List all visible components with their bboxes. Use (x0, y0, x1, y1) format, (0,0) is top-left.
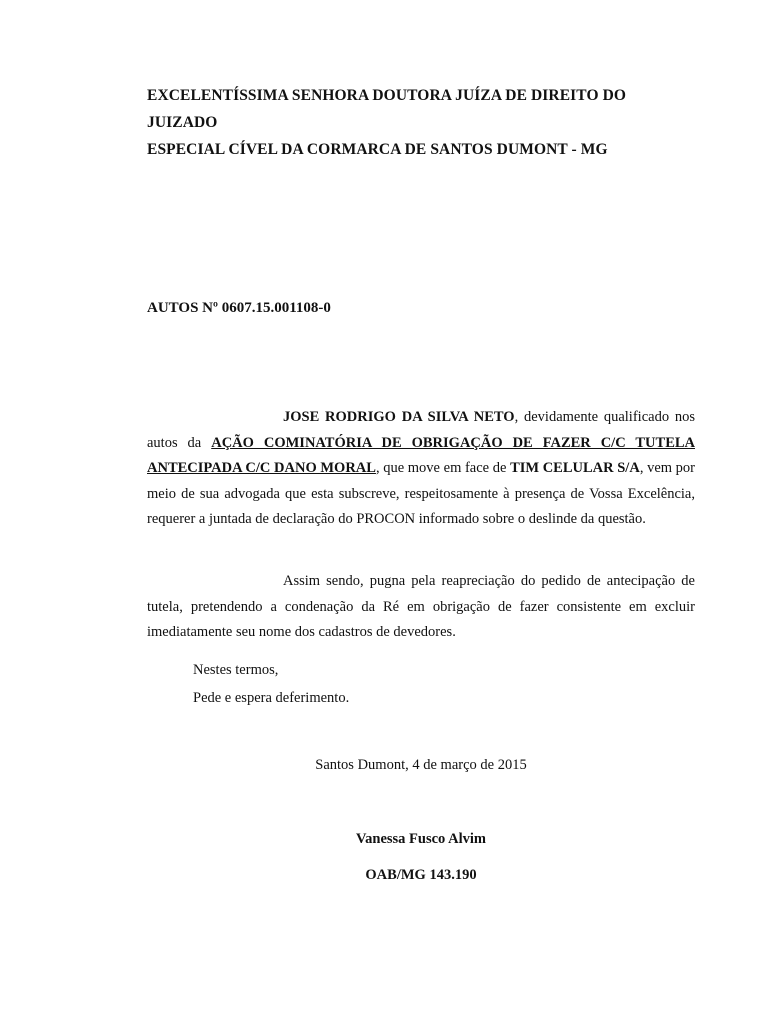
paragraph-petition (147, 569, 695, 646)
signer-name: Vanessa Fusco Alvim (356, 831, 486, 847)
paragraph-2-text: Assim sendo, pugna pela reapreciação do pedido de antecipação de tutela, pretendendo a condenação da Ré em obrigação de fazer consistente em excluir imediatamente seu nome dos cadastros de devedores. (147, 573, 695, 640)
case-number: AUTOS Nº 0607.15.001108-0 (147, 300, 331, 316)
party-name: JOSE RODRIGO DA SILVA NETO (283, 409, 515, 425)
defendant-name: TIM CELULAR S/A (510, 460, 640, 476)
paragraph-text-c: , vem por meio de sua advogada que esta subscreve, respeitosamente à presença de Vossa Excelência, requerer a juntada de declaração do PROCON informado sobre o deslinde da questão. (147, 460, 695, 527)
addressee-line-1: EXCELENTÍSSIMA SENHORA DOUTORA JUÍZA DE DIREITO DO JUIZADO (147, 87, 627, 131)
paragraph-request (147, 405, 695, 533)
signer-oab-number: OAB/MG 143.190 (365, 867, 477, 883)
closing-line-1: Nestes termos, (193, 662, 279, 678)
action-title: AÇÃO COMINATÓRIA DE OBRIGAÇÃO DE FAZER C/C TUTELA ANTECIPADA C/C DANO MORAL (147, 434, 696, 476)
paragraph-text-a: , devidamente qualificado nos autos da (147, 409, 695, 451)
addressee-heading (147, 82, 699, 163)
paragraph-text-b: , que move em face de (375, 460, 507, 476)
closing-line-2: Pede e espera deferimento. (193, 690, 350, 706)
addressee-line-2: ESPECIAL CÍVEL DA CORMARCA DE SANTOS DUMONT - MG (147, 141, 608, 158)
place-and-date: Santos Dumont, 4 de março de 2015 (315, 757, 527, 773)
